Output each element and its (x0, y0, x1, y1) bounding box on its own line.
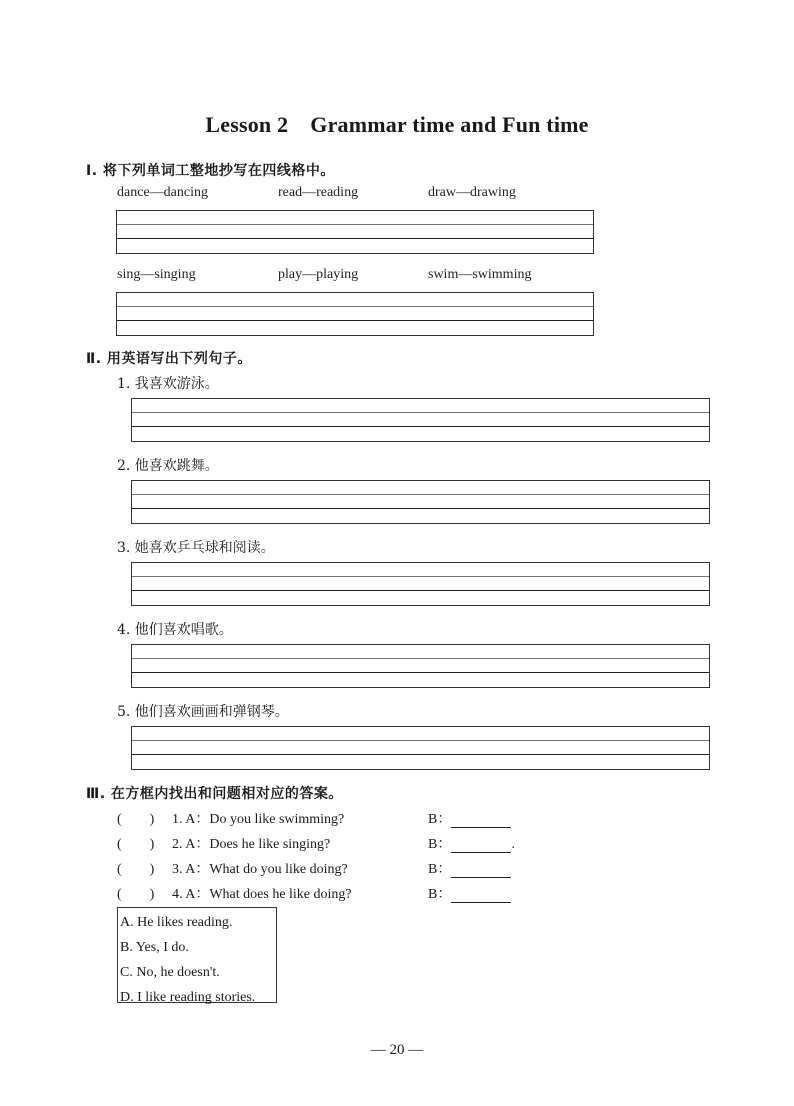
section-2-heading: Ⅱ. 用英语写出下列句子。 (86, 351, 252, 367)
four-line-grid[interactable] (131, 644, 710, 688)
option-d: D. I like reading stories. (120, 990, 256, 1005)
answer-blank[interactable] (451, 838, 511, 853)
sentence-prompt: 1. 我喜欢游泳。 (117, 376, 219, 392)
answer-paren[interactable]: ( ) (117, 837, 155, 852)
lesson-name: Grammar time and Fun time (310, 112, 589, 137)
end-punct: . (511, 837, 515, 852)
answer-paren[interactable]: ( ) (117, 862, 155, 877)
word-pair: dance—dancing (117, 185, 208, 200)
answer-line[interactable] (428, 808, 511, 828)
four-line-grid[interactable] (116, 210, 594, 254)
question-text: 4. A：What does he like doing? (172, 887, 352, 902)
page-title (0, 112, 794, 138)
four-line-grid[interactable] (131, 562, 710, 606)
section-1-heading: Ⅰ. 将下列单词工整地抄写在四线格中。 (86, 163, 335, 179)
b-label: B： (428, 812, 452, 827)
four-line-grid[interactable] (131, 398, 710, 442)
sentence-prompt: 3. 她喜欢乒乓球和阅读。 (117, 540, 275, 556)
b-label: B： (428, 862, 452, 877)
lesson-number: Lesson 2 (205, 112, 289, 137)
four-line-grid[interactable] (116, 292, 594, 336)
word-pair: draw—drawing (428, 185, 516, 200)
answer-paren[interactable]: ( ) (117, 887, 155, 902)
question-text: 2. A：Does he like singing? (172, 837, 331, 852)
answer-blank[interactable] (451, 813, 511, 828)
answer-options-box (117, 907, 277, 1003)
answer-line[interactable] (428, 833, 515, 853)
section-3-heading: Ⅲ. 在方框内找出和问题相对应的答案。 (86, 786, 343, 802)
four-line-grid[interactable] (131, 480, 710, 524)
word-pair: swim—swimming (428, 267, 532, 282)
word-pair: read—reading (278, 185, 359, 200)
four-line-grid[interactable] (131, 726, 710, 770)
b-label: B： (428, 887, 452, 902)
page-number: — 20 — (370, 1042, 424, 1058)
question-text: 1. A：Do you like swimming? (172, 812, 345, 827)
option-c: C. No, he doesn't. (120, 965, 220, 980)
b-label: B： (428, 837, 452, 852)
answer-blank[interactable] (451, 863, 511, 878)
answer-paren[interactable]: ( ) (117, 812, 155, 827)
answer-line[interactable] (428, 883, 511, 903)
sentence-prompt: 5. 他们喜欢画画和弹钢琴。 (117, 704, 289, 720)
word-pair: play—playing (278, 267, 359, 282)
sentence-prompt: 4. 他们喜欢唱歌。 (117, 622, 233, 638)
option-b: B. Yes, I do. (120, 940, 189, 955)
option-a: A. He likes reading. (120, 915, 233, 930)
question-text: 3. A：What do you like doing? (172, 862, 348, 877)
answer-line[interactable] (428, 858, 511, 878)
sentence-prompt: 2. 他喜欢跳舞。 (117, 458, 219, 474)
answer-blank[interactable] (451, 888, 511, 903)
word-pair: sing—singing (117, 267, 196, 282)
